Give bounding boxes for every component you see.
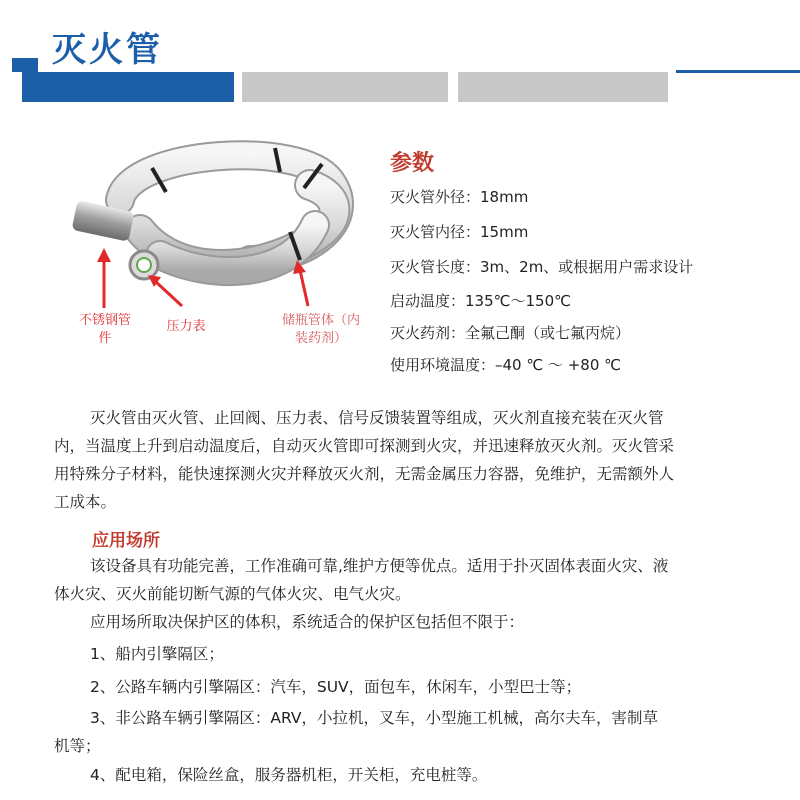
description-paragraph: [54, 404, 746, 516]
callout-steel-fitting: 不锈钢管件: [78, 313, 131, 346]
param-length: 灭火管长度：3m、2m、或根据用户需求设计: [390, 258, 694, 276]
description-line: 内，当温度上升到启动温度后，自动灭火管即可探测到火灾，并迅速释放灭火剂。灭火管采: [54, 437, 675, 455]
header-bar-blue: [22, 72, 234, 102]
callout-tube-body: 储瓶管体（内装药剂）: [281, 313, 360, 346]
application-item: 4、配电箱，保险丝盒，服务器机柜，开关柜，充电桩等。: [90, 766, 488, 784]
application-item: 2、公路车辆内引擎隔区：汽车，SUV，面包车，休闲车，小型巴士等；: [90, 678, 582, 696]
application-heading: 应用场所: [92, 531, 160, 551]
param-trigger-temp: 启动温度：135℃～150℃: [390, 292, 571, 310]
param-inner-diameter: 灭火管内径：15mm: [390, 223, 529, 241]
header-bar-gray-1: [242, 72, 448, 102]
application-intro: [54, 552, 746, 608]
description-line: 用特殊分子材料，能快速探测火灾并释放灭火剂，无需金属压力容器，免维护，无需额外人: [54, 465, 675, 483]
param-outer-diameter: 灭火管外径：18mm: [390, 188, 529, 206]
application-item: 1、船内引擎隔区；: [90, 645, 224, 663]
application-item: 机等；: [54, 737, 101, 755]
application-intro-line: 该设备具有功能完善，工作准确可靠,维护方便等优点。适用于扑灭固体表面火灾、液: [90, 557, 669, 575]
param-agent: 灭火药剂：全氟己酮（或七氟丙烷）: [390, 324, 631, 342]
page-title: 灭火管: [52, 30, 163, 70]
param-ambient-temp: 使用环境温度：–40 ℃ ～ +80 ℃: [390, 356, 622, 374]
header-bar-gray-2: [458, 72, 668, 102]
description-line: 灭火管由灭火管、止回阀、压力表、信号反馈装置等组成，灭火剂直接充装在灭火管: [90, 409, 664, 427]
title-accent-bar: [12, 58, 38, 72]
application-intro-line: 体火灾、灭火前能切断气源的气体火灾、电气火灾。: [54, 585, 411, 603]
application-item: 3、非公路车辆引擎隔区：ARV，小拉机，叉车，小型施工机械，高尔夫车，害制草: [90, 709, 658, 727]
description-line: 工成本。: [54, 493, 117, 511]
header-rule-line: [676, 70, 800, 73]
application-scope: 应用场所取决保护区的体积，系统适合的保护区包括但不限于：: [90, 613, 525, 631]
callout-pressure-gauge: 压力表: [166, 319, 206, 334]
params-heading: 参数: [390, 151, 435, 176]
